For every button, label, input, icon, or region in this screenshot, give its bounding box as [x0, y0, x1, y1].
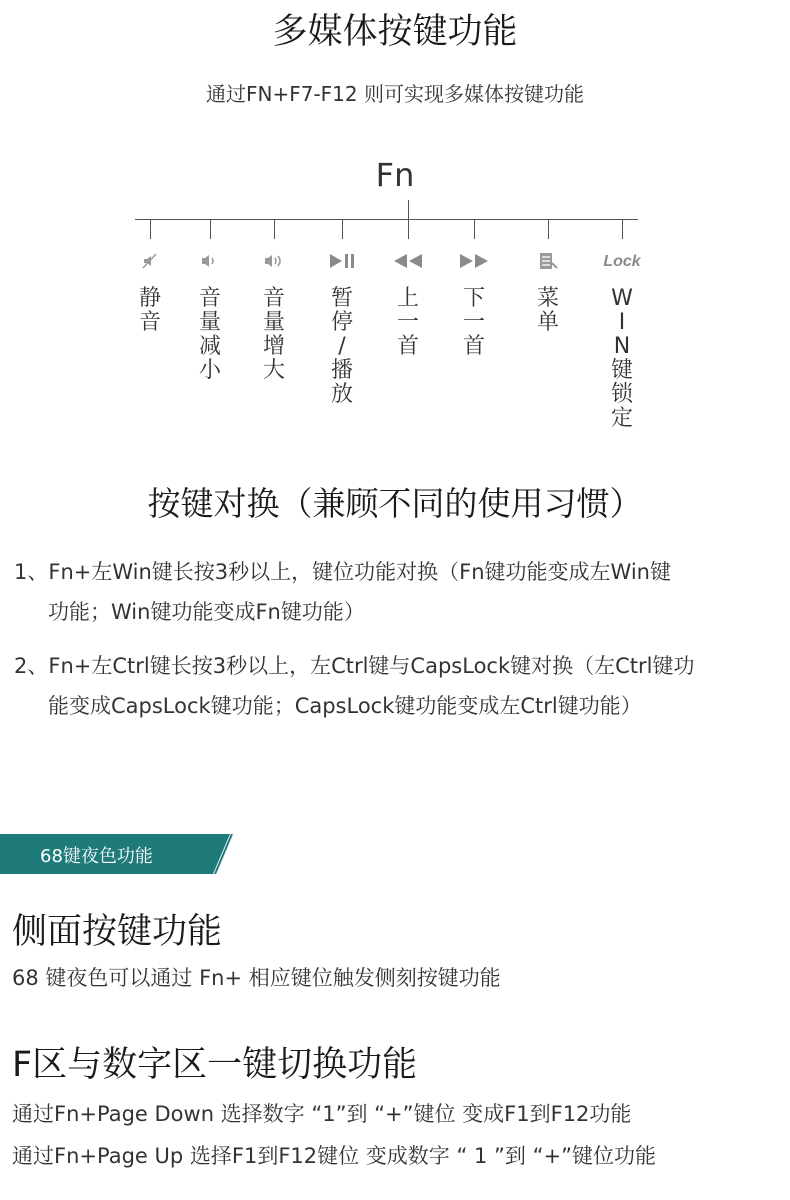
section-title-side-keys: 侧面按键功能 [12, 912, 223, 952]
fzone-line-1: 通过Fn+Page Down 选择数字 “1”到 “+”键位 变成F1到F12功能 [12, 1102, 632, 1126]
section-title-key-swap: 按键对换（兼顾不同的使用习惯） [147, 484, 643, 523]
swap-item-2-line2: 能变成CapsLock键功能；CapsLock键功能变成左Ctrl键功能） [48, 694, 642, 718]
tree-tick [408, 219, 409, 239]
volume-up-icon [254, 250, 294, 272]
key-label-next: 下 一 首 [462, 286, 485, 359]
tree-tick [274, 219, 275, 239]
menu-icon [528, 250, 568, 272]
key-label-menu: 菜 单 [536, 286, 559, 335]
mute-icon [130, 250, 170, 272]
page-title: 多媒体按键功能 [272, 12, 518, 52]
volume-down-icon [190, 250, 230, 272]
key-label-mute: 静 音 [138, 286, 161, 335]
tree-tick [150, 219, 151, 239]
swap-item-1-line1: 1、Fn+左Win键长按3秒以上，键位功能对换（Fn键功能变成左Win键 [14, 560, 671, 584]
key-label-win-lock: W I N 键 锁 定 [610, 286, 633, 431]
fzone-line-2: 通过Fn+Page Up 选择F1到F12键位 变成数字 “ 1 ”到 “+”键位功能 [12, 1144, 656, 1168]
tree-tick [210, 219, 211, 239]
tree-tick [548, 219, 549, 239]
tree-connector-vertical [408, 200, 409, 220]
key-label-play-pause: 暂 停 / 播 放 [330, 286, 353, 407]
page-subtitle: 通过FN+F7-F12 则可实现多媒体按键功能 [206, 82, 584, 106]
key-label-volume-up: 音 量 增 大 [262, 286, 285, 383]
key-label-previous: 上 一 首 [396, 286, 419, 359]
previous-track-icon [388, 250, 428, 272]
tree-tick [342, 219, 343, 239]
tree-tick [474, 219, 475, 239]
swap-item-1-line2: 功能；Win键功能变成Fn键功能） [48, 600, 365, 624]
section-title-fzone-switch: F区与数字区一键切换功能 [12, 1045, 418, 1085]
swap-item-2-line1: 2、Fn+左Ctrl键长按3秒以上，左Ctrl键与CapsLock键对换（左Ctrl键功 [14, 654, 695, 678]
tree-tick [622, 219, 623, 239]
banner-label: 68键夜色功能 [40, 846, 153, 867]
side-keys-description: 68 键夜色可以通过 Fn+ 相应键位触发侧刻按键功能 [12, 966, 501, 990]
next-track-icon [454, 250, 494, 272]
play-pause-icon [322, 250, 362, 272]
fn-label: Fn [375, 156, 415, 194]
key-label-volume-down: 音 量 减 小 [198, 286, 221, 383]
lock-icon: Lock [603, 253, 641, 270]
